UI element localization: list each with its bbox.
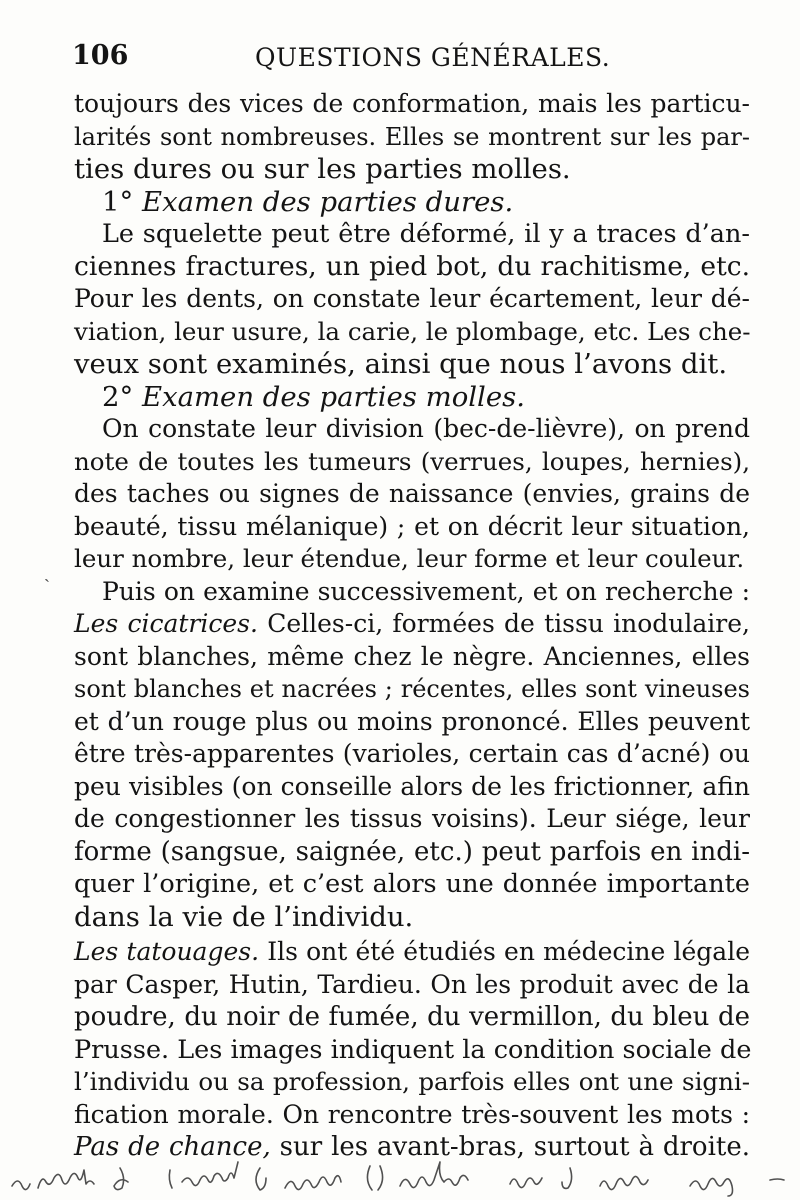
page-header <box>70 40 750 80</box>
text-line: veux sont examinés, ainsi que nous l’avons dit. <box>74 348 728 380</box>
text-line: par Casper, Hutin, Tardieu. On les produit avec de la <box>74 969 750 999</box>
text-line: être très-apparentes (varioles, certain cas d’acné) ou <box>74 739 750 768</box>
handwriting-scrawl <box>10 1158 800 1200</box>
text-line: des taches ou signes de naissance (envies, grains de <box>74 479 750 508</box>
text-line: forme (sangsue, saignée, etc.) peut parfois en indi- <box>74 836 750 867</box>
text-line: viation, leur usure, la carie, le plombage, etc. Les che- <box>74 316 751 346</box>
section-heading-parties-dures <box>74 186 750 219</box>
text-line: note de toutes les tumeurs (verrues, loupes, hernies), <box>74 446 750 476</box>
body-text <box>74 88 750 1164</box>
heading-number: 2° <box>102 380 142 413</box>
text-line: Le squelette peut être déformé, il y a traces d’an- <box>102 219 750 249</box>
text-line: ties dures ou sur les parties molles. <box>74 153 571 185</box>
text-line: fication morale. On rencontre très-souvent les mots : <box>74 1099 750 1129</box>
margin-mark: ˏ <box>44 562 50 583</box>
heading-title: Examen des parties molles. <box>142 380 525 413</box>
text-line: toujours des vices de conformation, mais les particu- <box>74 89 750 118</box>
text-line: beauté, tissu mélanique) ; et on décrit leur situation, <box>74 511 750 541</box>
text-line: sont blanches et nacrées ; récentes, elles sont vineuses <box>74 675 750 703</box>
text-line: leur nombre, leur étendue, leur forme et leur couleur. <box>74 544 745 573</box>
text-line: On constate leur division (bec-de-lièvre), on prend <box>102 414 750 443</box>
paragraph-tatouages-start <box>74 936 750 969</box>
text-line: peu visibles (on conseille alors de les frictionner, afin <box>74 771 750 801</box>
text-line: dans la vie de l’individu. <box>74 900 414 933</box>
text-line: sont blanches, même chez le nègre. Anciennes, elles <box>74 641 750 671</box>
heading-title: Examen des parties dures. <box>142 185 514 218</box>
text-run: Ils ont été étudiés en médecine légale <box>259 937 750 966</box>
running-title: QUESTIONS GÉNÉRALES. <box>255 43 611 72</box>
text-line: de congestionner les tissus voisins). Leur siége, leur <box>74 804 750 833</box>
term-cicatrices: Les cicatrices. <box>74 609 258 638</box>
handwritten-annotation <box>10 1158 800 1200</box>
text-line: larités sont nombreuses. Elles se montrent sur les par- <box>74 122 750 151</box>
text-line: Puis on examine successivement, et on recherche : <box>102 576 750 606</box>
text-line: Prusse. Les images indiquent la condition sociale de <box>74 1034 752 1065</box>
page-number: 106 <box>72 40 129 71</box>
text-run: sur les avant-bras, surtout à droite. <box>270 1132 751 1162</box>
section-heading-parties-molles <box>74 381 750 414</box>
term-tatouages: Les tatouages. <box>74 937 260 966</box>
text-line: poudre, du noir de fumée, du vermillon, du bleu de <box>74 1002 750 1032</box>
text-line: l’individu ou sa profession, parfois elles ont une signi- <box>74 1067 750 1096</box>
heading-number: 1° <box>102 185 142 218</box>
text-line: quer l’origine, et c’est alors une donnée importante <box>74 869 750 899</box>
text-line: Pour les dents, on constate leur écartement, leur dé- <box>74 284 750 313</box>
text-line: ciennes fractures, un pied bot, du rachitisme, etc. <box>74 250 750 282</box>
text-line: et d’un rouge plus ou moins prononcé. Elles peuvent <box>74 706 750 736</box>
paragraph-cicatrices-start <box>74 608 750 641</box>
text-run: Celles-ci, formées de tissu inodulaire, <box>257 609 750 638</box>
term-pas-de-chance: Pas de chance, <box>74 1132 271 1162</box>
